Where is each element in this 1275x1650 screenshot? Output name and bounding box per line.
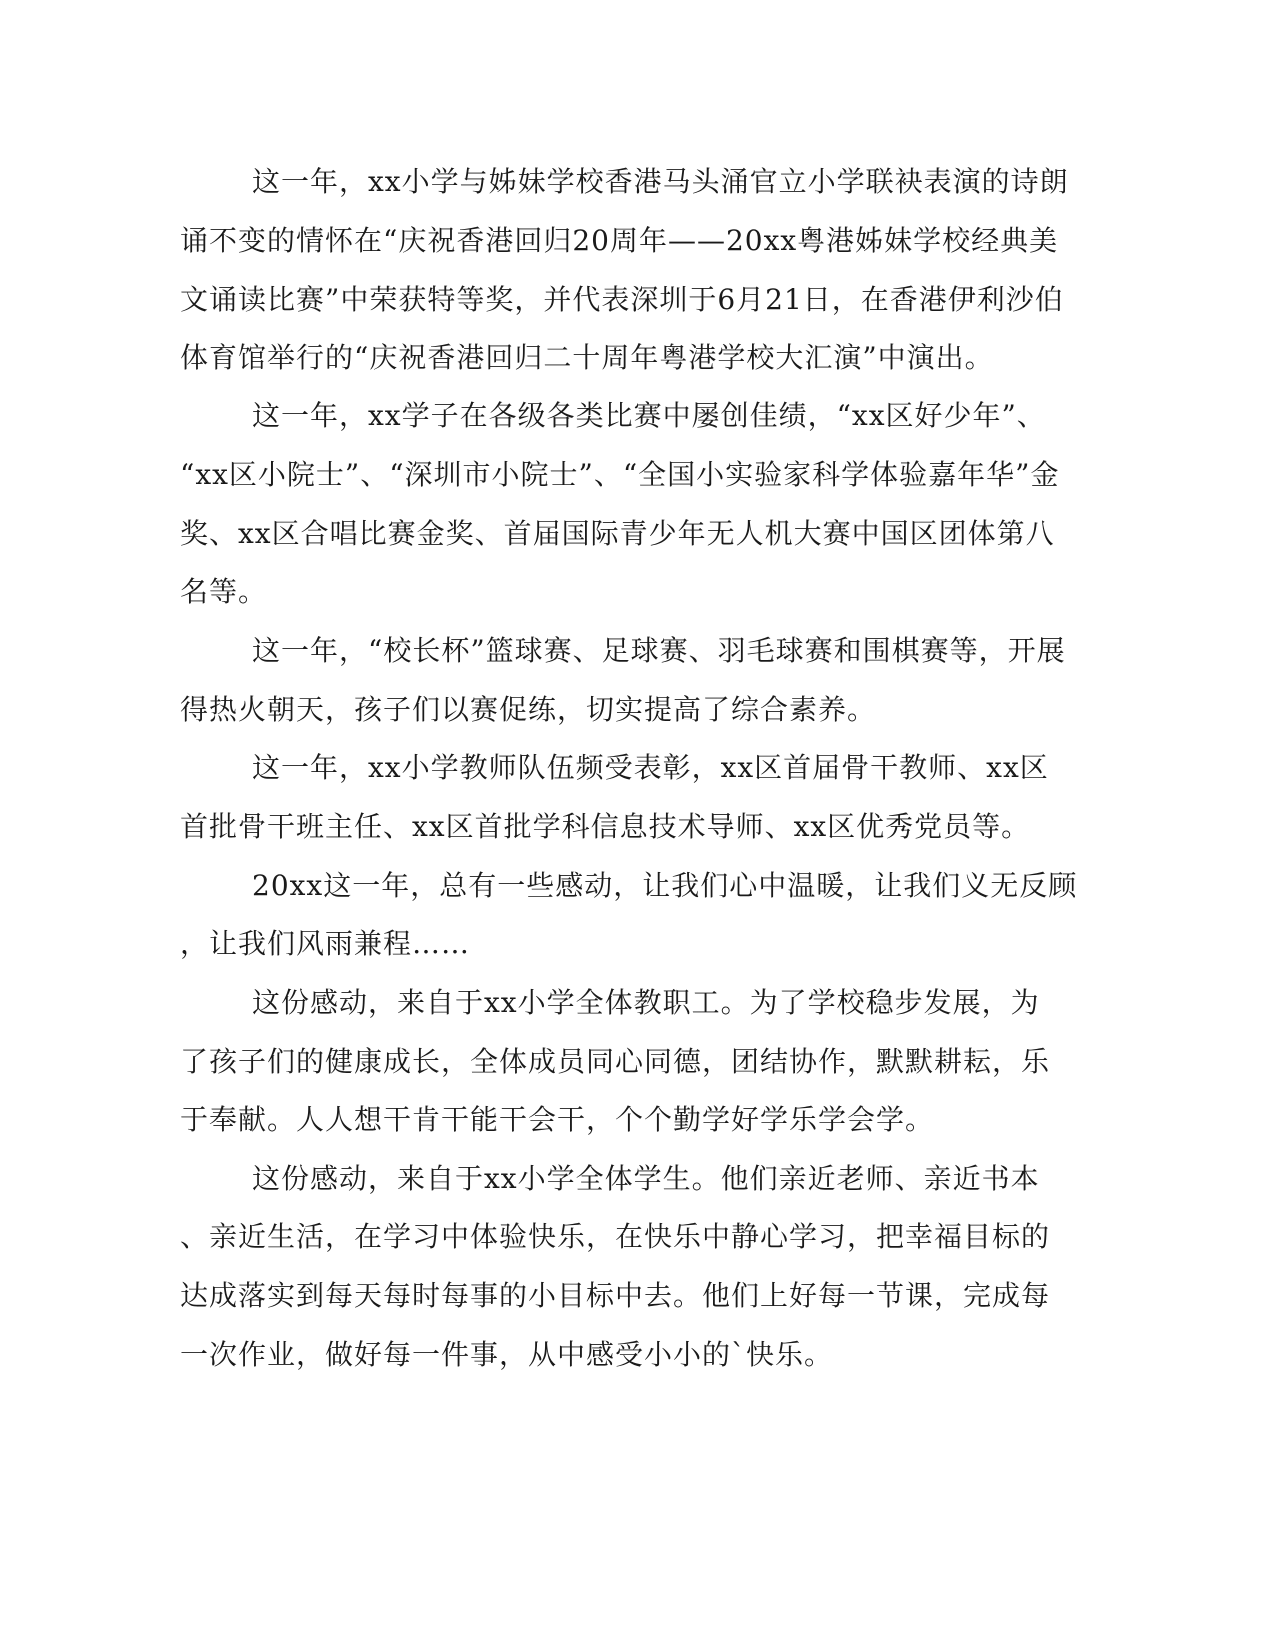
text-line: 文诵读比赛”中荣获特等奖，并代表深圳于6月21日，在香港伊利沙伯 bbox=[180, 283, 1064, 316]
text-line: 名等。 bbox=[180, 575, 268, 608]
text-line: 这一年，xx学子在各级各类比赛中屡创佳绩，“xx区好少年”、 bbox=[252, 399, 1046, 432]
text-line: 这一年，xx小学与姊妹学校香港马头涌官立小学联袂表演的诗朗 bbox=[252, 165, 1069, 198]
text-line: 于奉献。人人想干肯干能干会干，个个勤学好学乐学会学。 bbox=[180, 1103, 935, 1136]
text-line: ，让我们风雨兼程…… bbox=[180, 927, 471, 960]
text-line: 诵不变的情怀在“庆祝香港回归20周年——20xx粤港姊妹学校经典美 bbox=[180, 224, 1059, 257]
text-line: 、亲近生活，在学习中体验快乐，在快乐中静心学习，把幸福目标的 bbox=[180, 1220, 1051, 1253]
text-line: 这一年，xx小学教师队伍频受表彰，xx区首届骨干教师、xx区 bbox=[252, 751, 1049, 784]
text-line: 得热火朝天，孩子们以赛促练，切实提高了综合素养。 bbox=[180, 693, 877, 726]
text-line: 奖、xx区合唱比赛金奖、首届国际青少年无人机大赛中国区团体第八 bbox=[180, 517, 1055, 550]
text-line: 了孩子们的健康成长，全体成员同心同德，团结协作，默默耕耘，乐 bbox=[180, 1045, 1051, 1078]
text-line: 20xx这一年，总有一些感动，让我们心中温暖，让我们义无反顾 bbox=[252, 869, 1078, 902]
text-line: 这一年，“校长杯”篮球赛、足球赛、羽毛球赛和围棋赛等，开展 bbox=[252, 634, 1066, 667]
text-line: 达成落实到每天每时每事的小目标中去。他们上好每一节课，完成每 bbox=[180, 1279, 1051, 1312]
text-line: 这份感动，来自于xx小学全体学生。他们亲近老师、亲近书本 bbox=[252, 1162, 1040, 1195]
text-line: 体育馆举行的“庆祝香港回归二十周年粤港学校大汇演”中演出。 bbox=[180, 341, 994, 374]
text-line: 首批骨干班主任、xx区首批学科信息技术导师、xx区优秀党员等。 bbox=[180, 810, 1031, 843]
text-line: 一次作业，做好每一件事，从中感受小小的`快乐。 bbox=[180, 1338, 834, 1371]
text-line: “xx区小院士”、“深圳市小院士”、“全国小实验家科学体验嘉年华”金 bbox=[180, 458, 1060, 491]
text-line: 这份感动，来自于xx小学全体教职工。为了学校稳步发展，为 bbox=[252, 986, 1040, 1019]
